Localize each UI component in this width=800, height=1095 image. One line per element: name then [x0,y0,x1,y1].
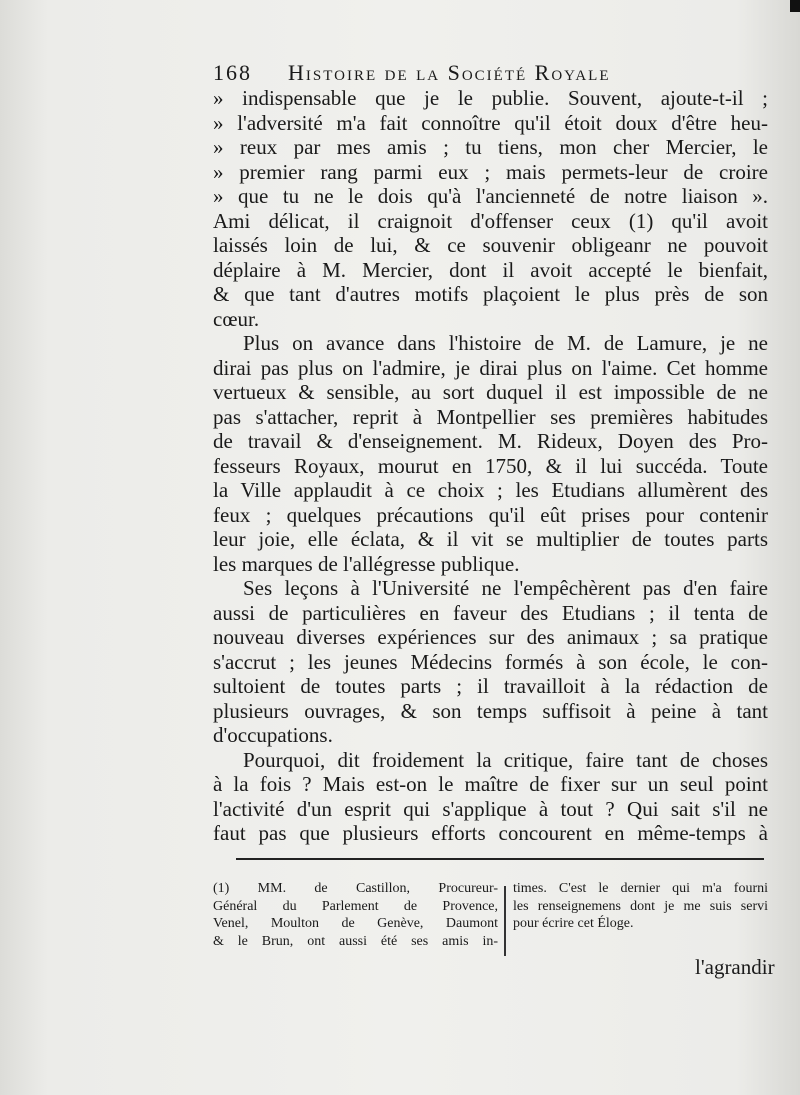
footnote-line: Venel, Moulton de Genève, Daumont [213,916,498,931]
text-line: à la fois ? Mais est-on le maître de fixer sur un seul point [213,772,768,796]
text-line: & que tant d'autres motifs plaçoient le plus près de son [213,282,768,306]
footnote-line: (1) MM. de Castillon, Procureur- [213,881,498,896]
text-line: » indispensable que je le publie. Souvent, ajoute-t-il ; [213,86,768,110]
footnote-line: & le Brun, ont aussi été ses amis in- [213,933,498,949]
text-line: Ses leçons à l'Université ne l'empêchèrent pas d'en faire [243,576,768,600]
text-line: sultoient de toutes parts ; il travailloit à la rédaction de [213,674,768,698]
footnote-rule [236,858,764,860]
catchword: l'agrandir [695,955,775,979]
text-line: pas s'attacher, reprit à Montpellier ses premières habitudes [213,404,768,429]
footnote-right-column [513,880,768,933]
text-line: aussi de particulières en faveur des Etudians ; il tenta de [213,600,768,625]
text-line: Plus on avance dans l'histoire de M. de Lamure, je ne [243,331,768,355]
text-line: cœur. [213,306,260,331]
footnote-left-column [213,880,498,950]
text-line: » que tu ne le dois qu'à l'ancienneté de notre liaison ». [213,184,768,208]
text-line: dirai pas plus on l'admire, je dirai plus on l'aime. Cet homme [213,355,768,380]
text-line: les marques de l'allégresse publique. [213,551,520,576]
text-line: laissés loin de lui, & ce souvenir obligeanr ne pouvoit [213,233,768,257]
text-line: leur joie, elle éclata, & il vit se multiplier de toutes parts [213,527,768,551]
text-line: déplaire à M. Mercier, dont il avoit accepté le bienfait, [213,257,768,282]
text-line: d'occupations. [213,723,333,747]
text-line: plusieurs ouvrages, & son temps suffisoit à peine à tant [213,698,768,723]
footnote-line: les renseignemens dont je me suis servi [513,898,768,914]
text-line: Pourquoi, dit froidement la critique, faire tant de choses [243,747,768,772]
text-line: s'accrut ; les jeunes Médecins formés à son école, le con- [213,649,768,674]
text-line: vertueux & sensible, au sort duquel il est impossible de ne [213,380,768,404]
footnote-line: Général du Parlement de Provence, [213,898,498,914]
text-line: » premier rang parmi eux ; mais permets-leur de croire [213,159,768,184]
text-line: l'activité d'un esprit qui s'applique à tout ? Qui sait s'il ne [213,796,768,821]
text-line: » l'adversité m'a fait connoître qu'il étoit doux d'être heu- [213,110,768,135]
footnote-column-divider [504,886,506,956]
footnote-line: times. C'est le dernier qui m'a fourni [513,881,768,896]
text-line: de travail & d'enseignement. M. Rideux, Doyen des Pro- [213,429,768,453]
text-line: fesseurs Royaux, mourut en 1750, & il lui succéda. Toute [213,453,768,478]
text-line: nouveau diverses expériences sur des animaux ; sa pratique [213,625,768,649]
text-line: Ami délicat, il craignoit d'offenser ceux (1) qu'il avoit [213,208,768,233]
page-edge-mark [790,0,800,12]
text-line: » reux par mes amis ; tu tiens, mon cher Mercier, le [213,135,768,159]
text-line: la Ville applaudit à ce choix ; les Etudians allumèrent des [213,478,768,502]
text-line: feux ; quelques précautions qu'il eût prises pour contenir [213,502,768,527]
running-title: Histoire de la Société Royale [288,60,611,85]
text-line: faut pas que plusieurs efforts concourent en même-temps à [213,821,768,845]
main-text [213,86,768,846]
footnote-line: pour écrire cet Éloge. [513,916,634,931]
page-number: 168 [213,60,252,85]
